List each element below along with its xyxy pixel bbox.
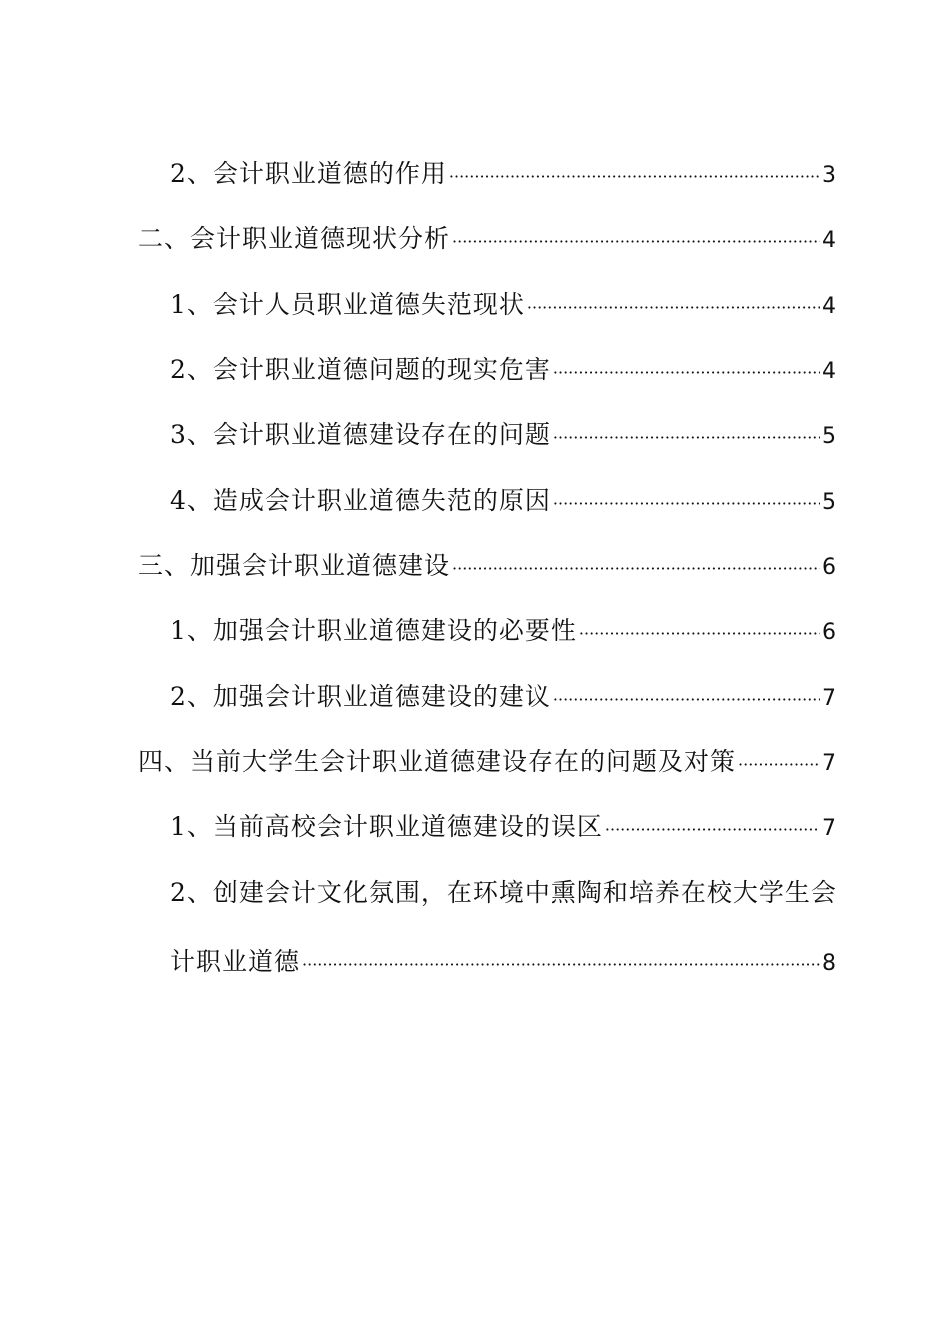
toc-entry: [170, 810, 837, 847]
toc-page-number: 4: [822, 359, 837, 384]
toc-entry-title: 1、加强会计职业道德建设的必要性: [170, 616, 577, 645]
toc-leader-dots: [553, 356, 820, 390]
toc-leader-dots: [738, 748, 820, 782]
toc-entry: [170, 680, 837, 717]
toc-entry-title: 1、当前高校会计职业道德建设的误区: [170, 812, 603, 841]
toc-entry-title-line2: 计职业道德: [170, 947, 301, 976]
toc-entry-title: 2、会计职业道德的作用: [170, 159, 447, 188]
toc-entry-title: 2、会计职业道德问题的现实危害: [170, 355, 551, 384]
toc-entry: [138, 222, 837, 259]
toc-leader-dots: [302, 948, 820, 982]
toc-page-number: 8: [822, 951, 837, 976]
toc-entry-multiline: [170, 876, 837, 982]
toc-entry: [170, 418, 837, 455]
toc-leader-dots: [553, 683, 820, 717]
toc-entry: [170, 484, 837, 521]
toc-leader-dots: [452, 552, 820, 586]
toc-entry: [138, 745, 837, 782]
toc-entry-title-line1: 2、创建会计文化氛围，在环境中熏陶和培养在校大学生会: [170, 878, 837, 907]
toc-page-number: 6: [822, 555, 837, 580]
toc-entry-title: 1、会计人员职业道德失范现状: [170, 290, 525, 319]
toc-entry-title: 二、会计职业道德现状分析: [138, 224, 451, 253]
toc-entry-title: 3、会计职业道德建设存在的问题: [170, 420, 551, 449]
toc-page-number: 6: [822, 620, 837, 645]
toc-leader-dots: [527, 291, 820, 325]
toc-page-number: 4: [822, 294, 837, 319]
toc-page-number: 5: [822, 490, 837, 515]
toc-leader-dots: [449, 160, 820, 194]
toc-leader-dots: [553, 487, 820, 521]
toc-page-number: 4: [822, 228, 837, 253]
toc-leader-dots: [452, 225, 820, 259]
toc-page-number: 7: [822, 816, 837, 841]
toc-entry-title: 4、造成会计职业道德失范的原因: [170, 486, 551, 515]
toc-page-number: 3: [822, 163, 837, 188]
toc-page-number: 7: [822, 751, 837, 776]
toc-entry: [138, 549, 837, 586]
toc-entry-title: 三、加强会计职业道德建设: [138, 551, 451, 580]
toc-entry-title: 2、加强会计职业道德建设的建议: [170, 682, 551, 711]
toc-page-number: 5: [822, 424, 837, 449]
toc-entry: [170, 288, 837, 325]
toc-leader-dots: [605, 813, 820, 847]
toc-entry: [170, 353, 837, 390]
toc-page-number: 7: [822, 686, 837, 711]
toc-entry-title: 四、当前大学生会计职业道德建设存在的问题及对策: [138, 747, 737, 776]
toc-entry-continuation: [170, 945, 837, 982]
toc-entry: [170, 614, 837, 651]
toc-entry: [170, 157, 837, 194]
toc-leader-dots: [579, 617, 820, 651]
toc-leader-dots: [553, 421, 820, 455]
